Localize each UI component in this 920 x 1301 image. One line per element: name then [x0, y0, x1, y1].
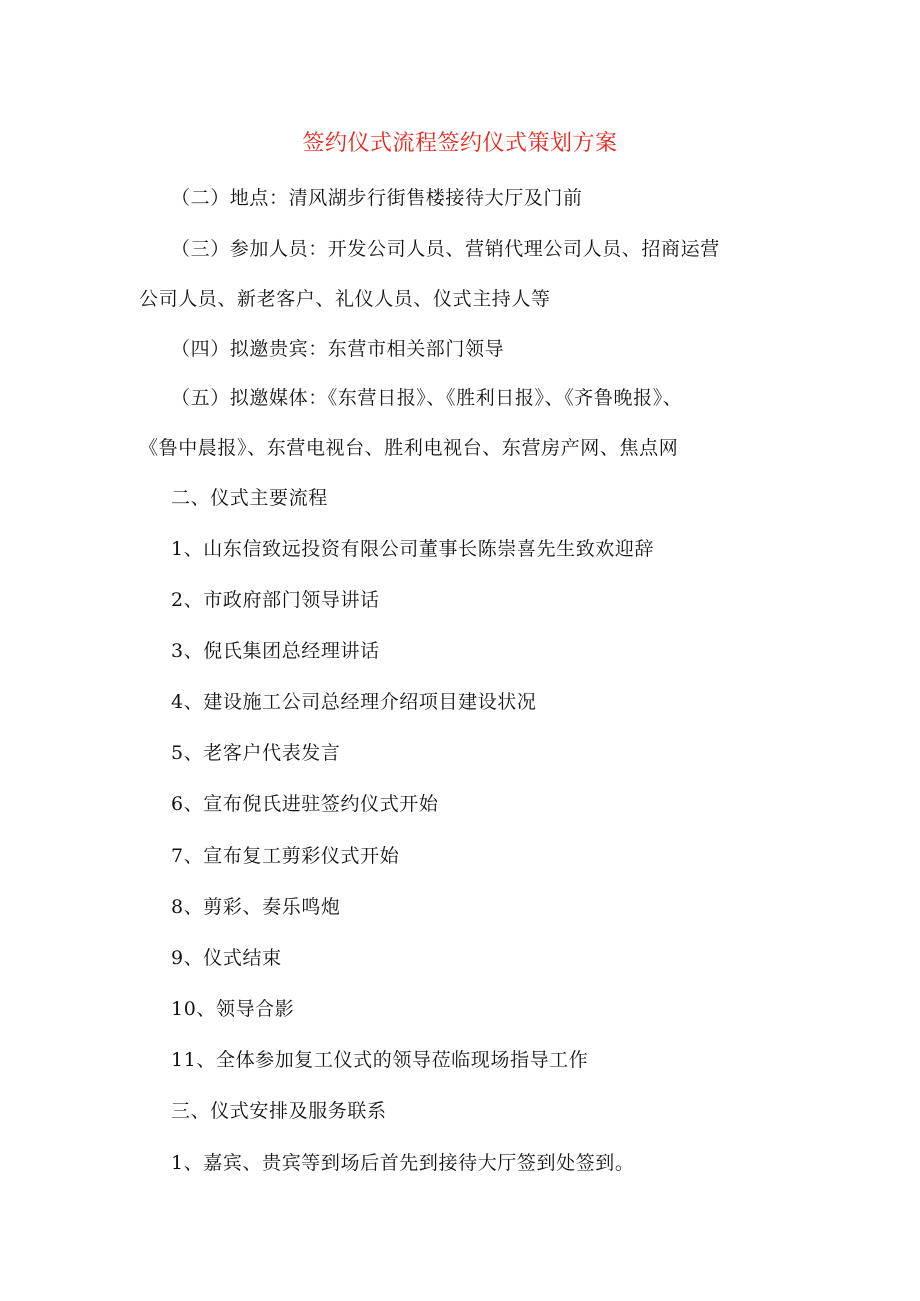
- list-item: 11、全体参加复工仪式的领导莅临现场指导工作: [171, 1049, 589, 1071]
- document-title: 签约仪式流程签约仪式策划方案: [302, 131, 618, 156]
- list-item: 1、山东信致远投资有限公司董事长陈崇喜先生致欢迎辞: [171, 538, 655, 560]
- list-item: 10、领导合影: [171, 998, 295, 1020]
- paragraph-media: （五）拟邀媒体：《东营日报》、《胜利日报》、《齐鲁晚报》、: [171, 387, 683, 409]
- paragraph-participants-cont: 公司人员、新老客户、礼仪人员、仪式主持人等: [139, 288, 551, 310]
- list-item: 8、剪彩、奏乐鸣炮: [171, 896, 341, 918]
- paragraph-participants: （三）参加人员：开发公司人员、营销代理公司人员、招商运营: [171, 238, 720, 260]
- list-item: 1、嘉宾、贵宾等到场后首先到接待大厅签到处签到。: [171, 1152, 635, 1174]
- section-heading-arrangement: 三、仪式安排及服务联系: [171, 1100, 387, 1122]
- paragraph-media-cont: 《鲁中晨报》、东营电视台、胜利电视台、东营房产网、焦点网: [139, 437, 679, 459]
- list-item: 3、倪氏集团总经理讲话: [171, 640, 380, 662]
- list-item: 5、老客户代表发言: [171, 742, 341, 764]
- section-heading-flow: 二、仪式主要流程: [171, 487, 328, 509]
- list-item: 2、市政府部门领导讲话: [171, 589, 380, 611]
- list-item: 6、宣布倪氏进驻签约仪式开始: [171, 793, 439, 815]
- list-item: 7、宣布复工剪彩仪式开始: [171, 845, 400, 867]
- paragraph-location: （二）地点：清风湖步行街售楼接待大厅及门前: [171, 187, 583, 209]
- list-item: 4、建设施工公司总经理介绍项目建设状况: [171, 691, 537, 713]
- list-item: 9、仪式结束: [171, 947, 282, 969]
- paragraph-guests: （四）拟邀贵宾：东营市相关部门领导: [171, 338, 505, 360]
